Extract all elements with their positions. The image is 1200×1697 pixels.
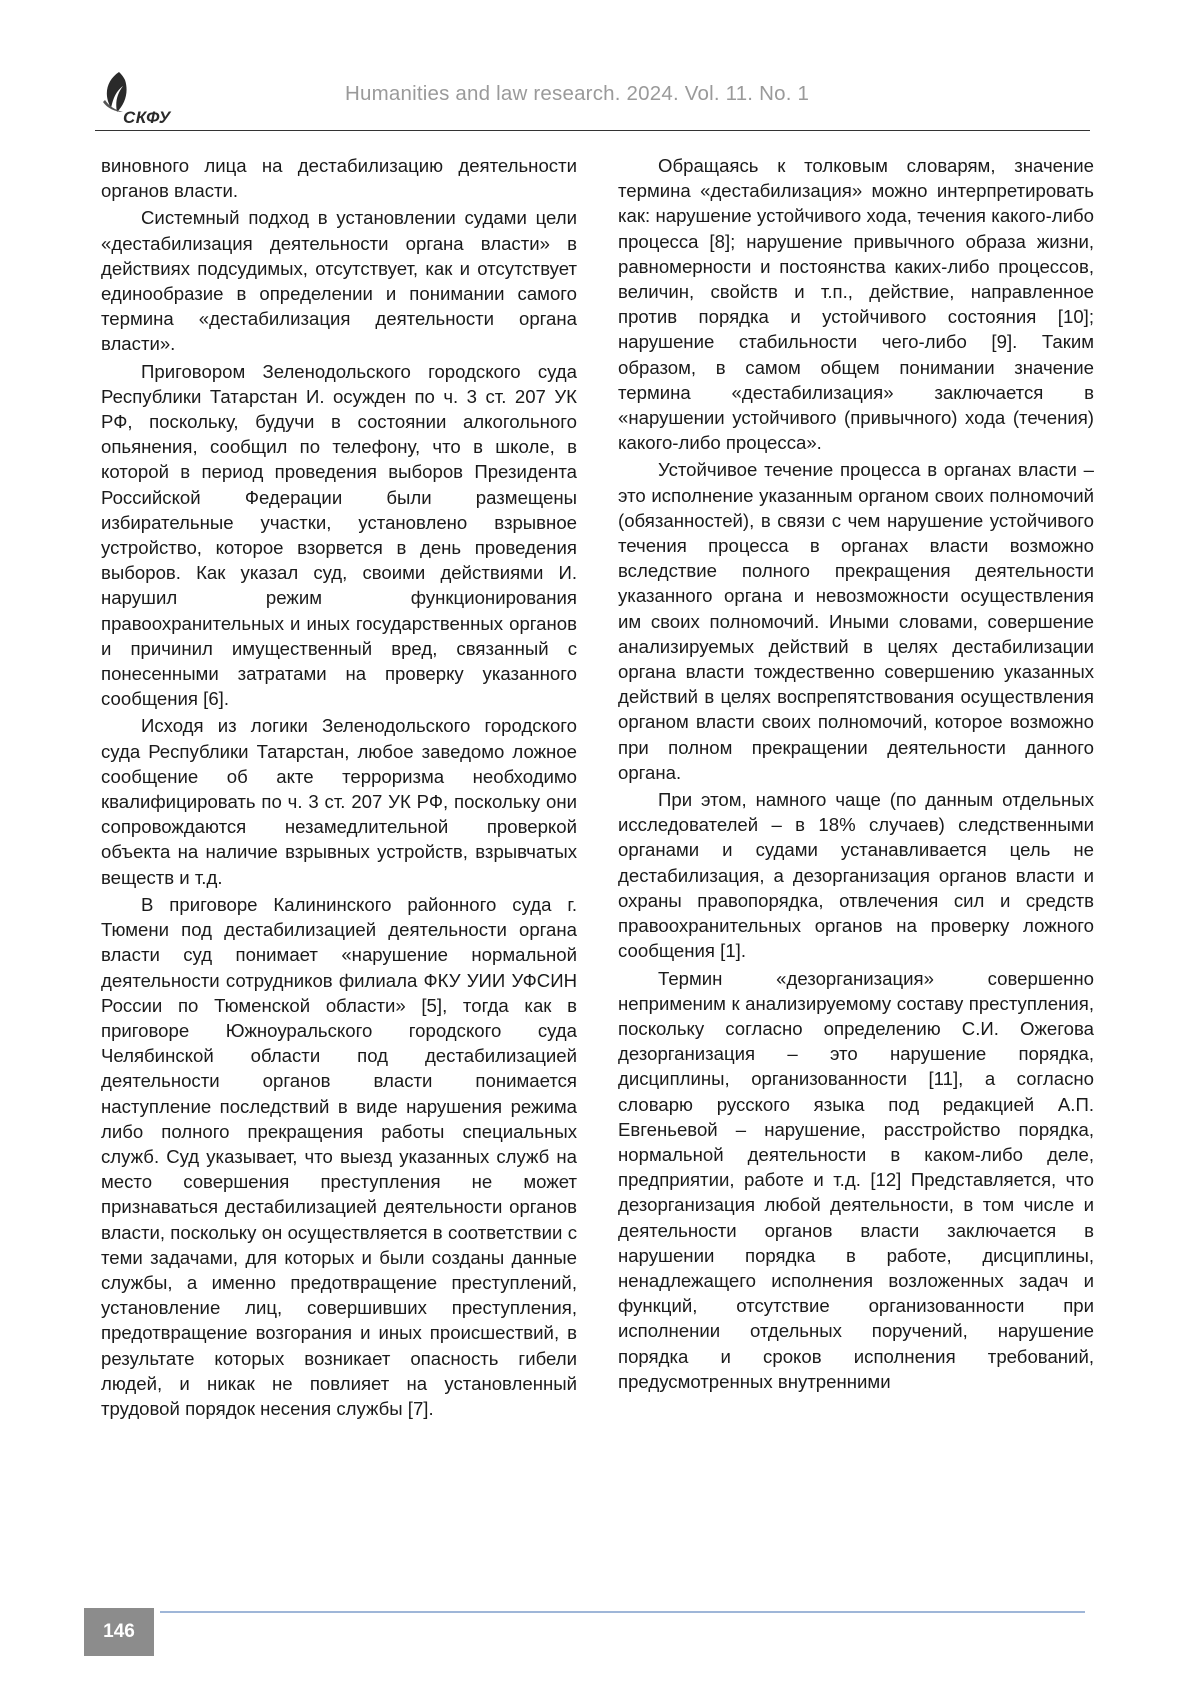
page-header — [95, 68, 1085, 134]
paragraph: При этом, намного чаще (по данным отдельных исследователей – в 18% случаев) следственными органами и судами устанавливается цель не дестабилизация, а дезорганизация органов власти и охраны правопорядка, отвлечения сил и средств правоохранительных органов на проверку ложного сообщения [1]. — [618, 789, 1094, 962]
paragraph: Исходя из логики Зеленодольского городского суда Республики Татарстан, любое заведомо ложное сообщение об акте терроризма необходимо квалифицировать по ч. 3 ст. 207 УК РФ, поскольку они сопровождаются незамедлительной проверкой объекта на наличие взрывных устройств, взрывчатых веществ и т.д. — [101, 715, 577, 888]
header-divider — [95, 130, 1090, 131]
paragraph: Системный подход в установлении судами цели «дестабилизация деятельности органа власти» в действиях подсудимых, отсутствует, как и отсутствует единообразие в определении и понимании самого термина «дестабилизация деятельности органа власти». — [101, 207, 577, 355]
right-column — [618, 153, 1094, 1396]
left-column — [101, 153, 577, 1423]
paragraph: В приговоре Калининского районного суда г. Тюмени под дестабилизацией деятельности органа власти суд понимает «нарушение нормальной деятельности сотрудников филиала ФКУ УИИ УФСИН России по Тюменской области» [5], тогда как в приговоре Южноуральского городского суда Челябинской области под дестабилизацией деятельности органов власти понимается наступление последствий в виде нарушения режима либо полного прекращения работы специальных служб. Суд указывает, что выезд указанных служб на место совершения преступления не может признаваться дестабилизацией деятельности органов власти, поскольку он осуществляется в соответствии с теми задачами, для которых и были созданы данные службы, а именно предотвращение преступлений, установление лиц, совершивших преступления, предотвращение возгорания и иных происшествий, в результате которых возникает опасность гибели людей, и никак не повлияет на установленный трудовой порядок несения службы [7]. — [101, 893, 577, 1419]
paragraph: Приговором Зеленодольского городского суда Республики Татарстан И. осужден по ч. 3 ст. 207 УК РФ, поскольку, будучи в состоянии алкогольного опьянения, сообщил по телефону, что в школе, в которой в период проведения выборов Президента Российской Федерации были размещены избирательные участки, установлено взрывное устройство, которое взорвется в день проведения выборов. Как указал суд, своими действиями И. нарушил режим функционирования правоохранительных и иных государственных органов и причинил имущественный вред, связанный с понесенными затратами на проверку указанного сообщения [6]. — [101, 360, 577, 710]
page-number: 146 — [84, 1608, 154, 1656]
journal-title: Humanities and law research. 2024. Vol. 11. No. 1 — [345, 82, 810, 105]
paragraph: Устойчивое течение процесса в органах власти – это исполнение указанным органом своих полномочий (обязанностей), в связи с чем нарушение устойчивого течения процесса в органах власти возможно вследствие полного прекращения деятельности указанного органа и невозможности осуществления им своих полномочий. Иными словами, совершение анализируемых действий в целях дестабилизации органа власти тождественно совершению указанных действий в целях воспрепятствования осуществления органом власти своих полномочий, которое возможно при полном прекращении деятельности данного органа. — [618, 459, 1094, 783]
footer-divider — [160, 1611, 1085, 1613]
paragraph: Обращаясь к толковым словарям, значение термина «дестабилизация» можно интерпретировать как: нарушение устойчивого хода, течения какого-либо процесса [8]; нарушение привычного образа жизни, равномерности и постоянства каких-либо процессов, величин, свойств и т.п., действие, направленное против порядка и устойчивого состояния [10]; нарушение стабильности чего-либо [9]. Таким образом, в самом общем понимании значение термина «дестабилизация» заключается в «нарушении устойчивого (привычного) хода (течения) какого-либо процесса». — [618, 155, 1094, 454]
paragraph: Термин «дезорганизация» совершенно неприменим к анализируемому составу преступления, поскольку согласно определению С.И. Ожегова дезорганизация – это нарушение порядка, дисциплины, организованности [11], а согласно словарю русского языка под редакцией А.П. Евгеньевой – нарушение, расстройство порядка, нормальной деятельности в каком-либо деле, предприятии, работе и т.д. [12] Представляется, что дезорганизация любой деятельности, в том числе и деятельности органов власти заключается в нарушении порядка в работе, дисциплины, ненадлежащего исполнения возложенных задач и функций, отсутствие организованности при исполнении отдельных поручений, нарушение порядка и сроков исполнения требований, предусмотренных внутренними — [618, 967, 1094, 1392]
university-logo — [95, 68, 185, 130]
paragraph: виновного лица на дестабилизацию деятельности органов власти. — [101, 155, 577, 202]
logo-text: СКФУ — [123, 108, 171, 127]
